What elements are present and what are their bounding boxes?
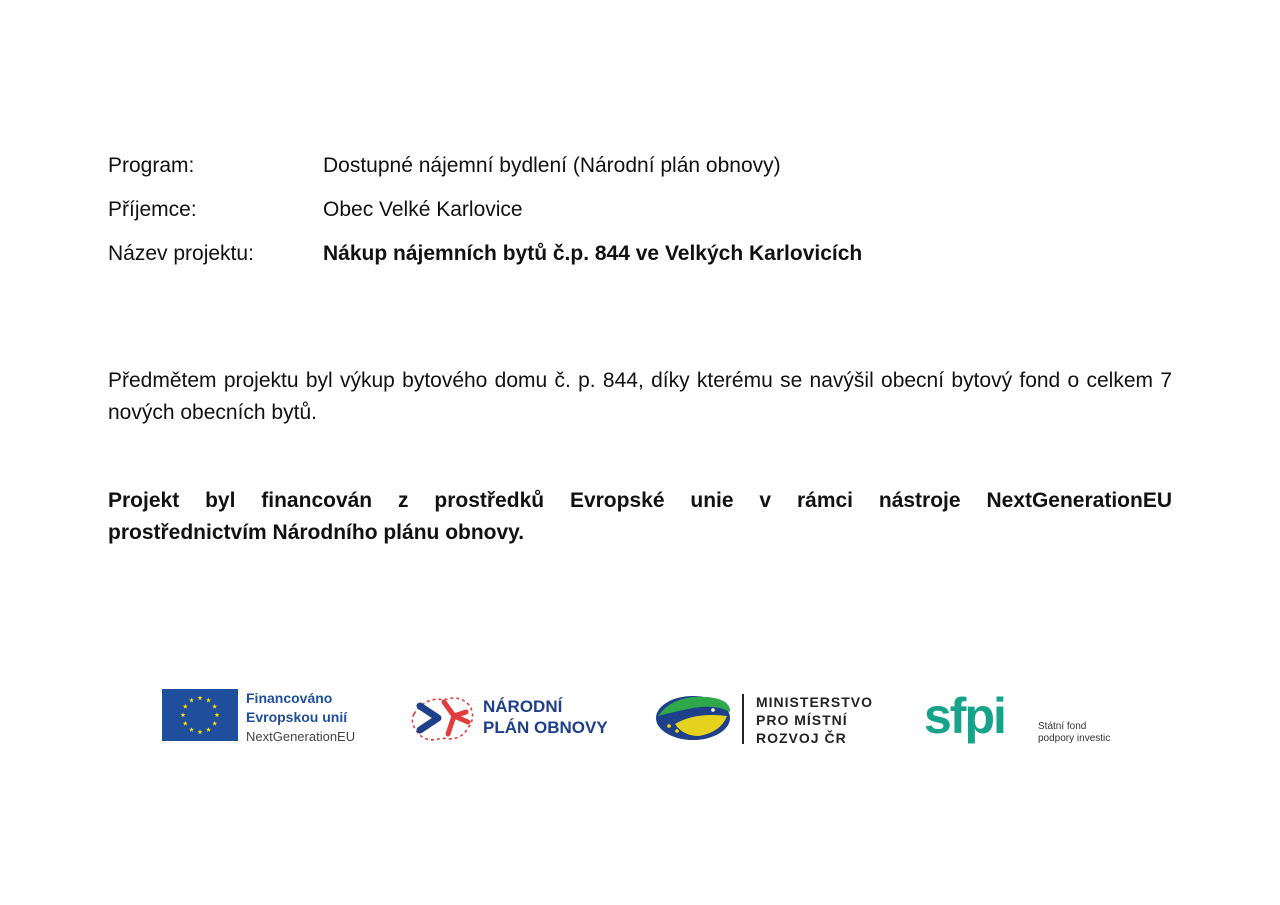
sfpi-line-2: podpory investic — [1038, 733, 1111, 744]
project-name-value: Nákup nájemních bytů č.p. 844 ve Velkých Karlovicích — [323, 242, 863, 265]
mmr-logo-text — [756, 693, 873, 747]
mmr-logo — [655, 686, 874, 751]
mmr-line-1: MINISTERSTVO — [756, 694, 874, 710]
eu-line-3: NextGenerationEU — [246, 729, 356, 744]
sfpi-line-1: Státní fond — [1038, 721, 1087, 732]
npo-logo — [408, 688, 608, 753]
mmr-line-2: PRO MÍSTNÍ — [756, 712, 848, 728]
mmr-line-3: ROZVOJ ČR — [756, 730, 847, 746]
recipient-label: Příjemce: — [108, 198, 197, 221]
eu-line-2: Evropskou unií — [246, 709, 348, 725]
mmr-divider — [742, 694, 744, 744]
logo-strip — [0, 680, 1280, 760]
project-name-row — [108, 232, 1172, 276]
sfpi-subtitle — [1038, 721, 1110, 745]
project-description: Předmětem projektu byl výkup bytového domu č. p. 844, díky kterému se navýšil obecní bytový fond o celkem 7 nových obecních bytů. — [108, 369, 1172, 424]
project-info-table — [108, 144, 1172, 276]
npo-line-2: PLÁN OBNOVY — [483, 718, 608, 737]
project-name-label: Název projektu: — [108, 242, 254, 265]
recipient-row — [108, 188, 1172, 232]
eu-line-1: Financováno — [246, 690, 333, 706]
eu-logo-text — [246, 689, 386, 746]
npo-line-1: NÁRODNÍ — [483, 697, 563, 716]
npo-emblem-icon — [408, 688, 478, 748]
sfpi-wordmark: sfpi — [924, 688, 1005, 744]
recipient-value: Obec Velké Karlovice — [323, 198, 523, 221]
funding-line-1: Projekt byl financován z prostředků Evropské unie v rámci nástroje NextGenerationEU — [108, 489, 1172, 512]
program-value: Dostupné nájemní bydlení (Národní plán obnovy) — [323, 154, 781, 177]
program-row — [108, 144, 1172, 188]
mmr-emblem-icon — [655, 686, 735, 746]
program-label: Program: — [108, 154, 195, 177]
npo-logo-text — [483, 696, 608, 738]
eu-flag-icon — [162, 689, 238, 741]
funding-statement — [108, 485, 1172, 549]
funding-line-2: prostřednictvím Národního plánu obnovy. — [108, 521, 525, 544]
